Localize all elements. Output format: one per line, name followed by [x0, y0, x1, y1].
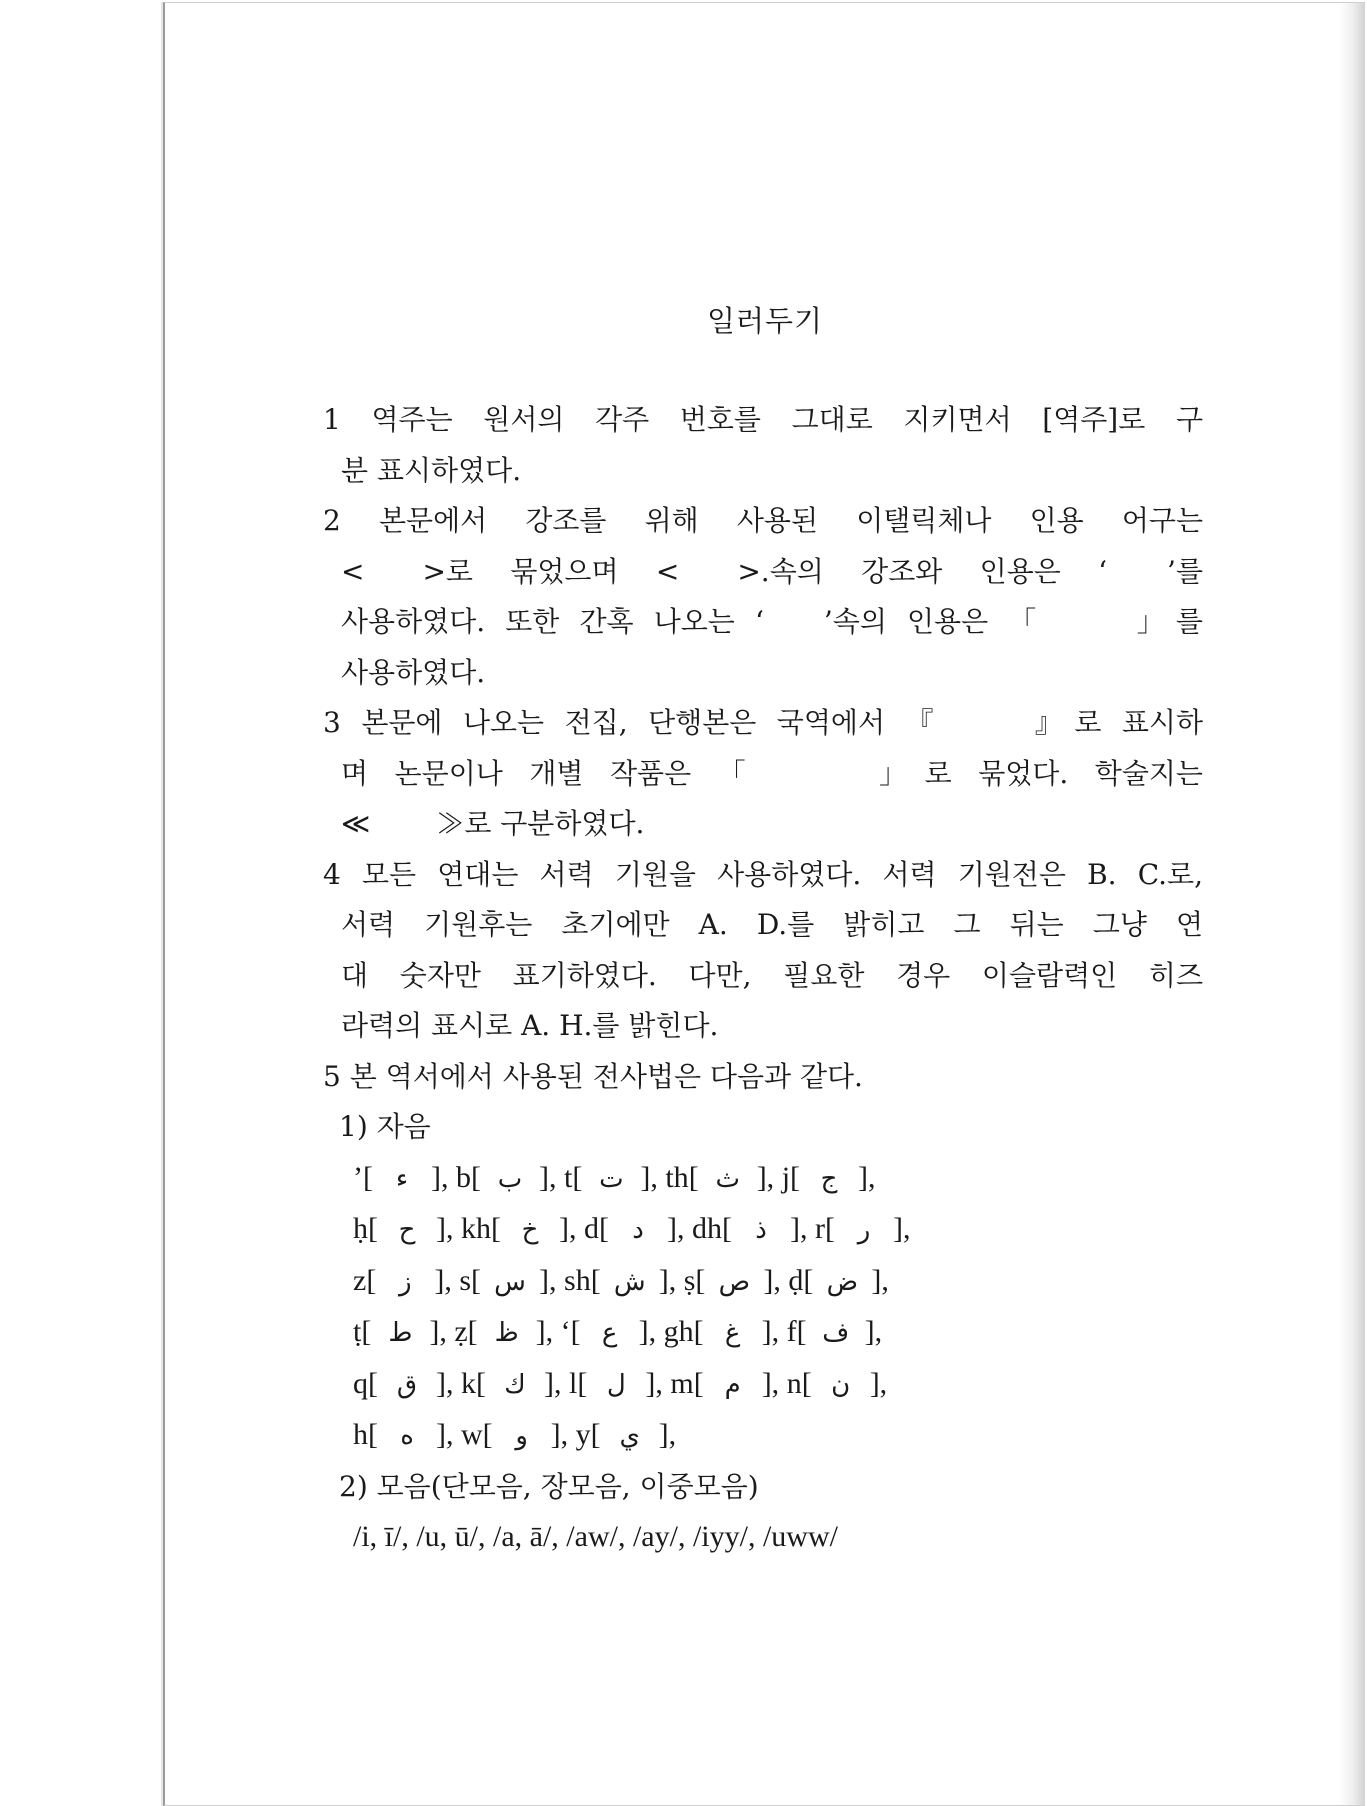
consonants-heading: 1) 자음 — [339, 1110, 431, 1143]
consonant-pair: sh[ ش ], — [564, 1264, 684, 1297]
arabic-letter: ح — [398, 1215, 416, 1245]
arabic-letter: ت — [599, 1163, 624, 1194]
consonant-pair: ḍ[ ض ], — [788, 1264, 889, 1297]
latin-letter: ḍ — [788, 1263, 804, 1297]
latin-letter: ’ — [353, 1160, 363, 1194]
latin-letter: ṣ — [683, 1263, 696, 1297]
consonant-pair: b[ ب ], — [456, 1161, 564, 1194]
consonant-pair: dh[ ذ ], — [692, 1212, 815, 1245]
arabic-letter: س — [494, 1266, 526, 1297]
arabic-letter: ل — [606, 1369, 626, 1400]
arabic-letter: ش — [613, 1266, 646, 1297]
consonant-pair: ṭ[ ط ], — [353, 1315, 454, 1348]
note-2-line-1: 2 본문에서 강조를 위해 사용된 이탤릭체나 인용 어구는 — [323, 504, 1203, 537]
note-3-line-3: ≪ ≫로 구분하였다. — [341, 807, 645, 840]
consonant-pair: z[ ز ], — [353, 1264, 459, 1297]
consonant-pair: n[ ن ], — [787, 1367, 888, 1400]
vowels-heading: 2) 모음(단모음, 장모음, 이중모음) — [339, 1469, 759, 1503]
latin-letter: t — [564, 1160, 573, 1194]
consonant-pair: ’[ ء ], — [353, 1161, 456, 1194]
consonant-pair: w[ و ], — [461, 1418, 576, 1451]
latin-letter: d — [584, 1212, 599, 1245]
notes-body — [323, 395, 1203, 1563]
arabic-letter: م — [724, 1369, 741, 1400]
consonant-pair: l[ ل ], — [569, 1367, 670, 1400]
latin-letter: n — [786, 1366, 802, 1400]
consonant-row — [353, 1307, 1203, 1359]
consonant-pair: r[ ر ], — [815, 1212, 911, 1245]
arabic-letter: و — [515, 1421, 528, 1451]
latin-letter: f — [786, 1315, 797, 1348]
latin-letter: q — [353, 1366, 368, 1400]
arabic-letter: ج — [820, 1163, 838, 1194]
latin-letter: kh — [461, 1212, 491, 1245]
arabic-letter: ط — [388, 1318, 413, 1348]
arabic-letter: ث — [715, 1163, 740, 1194]
arabic-letter: ذ — [755, 1215, 767, 1245]
latin-letter: ḥ — [353, 1212, 368, 1245]
consonant-pair: ‘[ ع ], — [561, 1315, 664, 1348]
consonant-table — [323, 1153, 1203, 1462]
page-edge-shadow — [1339, 3, 1365, 1805]
latin-letter: b — [456, 1160, 471, 1194]
latin-letter: h — [353, 1418, 368, 1451]
arabic-letter: ك — [504, 1369, 526, 1400]
latin-letter: r — [815, 1212, 825, 1245]
consonant-pair: ẓ[ ظ ], — [454, 1315, 560, 1348]
document-page — [163, 2, 1365, 1806]
latin-letter: y — [575, 1418, 591, 1451]
arabic-letter: ع — [601, 1318, 618, 1348]
latin-letter: sh — [564, 1263, 591, 1297]
arabic-letter: ء — [395, 1163, 409, 1194]
consonant-pair: k[ ك ], — [461, 1367, 569, 1400]
arabic-letter: ض — [826, 1266, 859, 1297]
consonant-row — [353, 1153, 1203, 1205]
latin-letter: m — [670, 1366, 694, 1400]
note-4-line-2: 서력 기원후는 초기에만 A. D.를 밝히고 그 뒤는 그냥 연 — [341, 908, 1203, 941]
consonant-pair: h[ ه ], — [353, 1418, 461, 1451]
note-1-line-1: 1 역주는 원서의 각주 번호를 그대로 지키면서 [역주]로 구 — [323, 403, 1203, 436]
latin-letter: j — [781, 1160, 791, 1194]
note-1 — [323, 395, 1203, 496]
arabic-letter: ي — [619, 1421, 640, 1451]
consonant-pair: j[ ج ], — [782, 1161, 876, 1194]
arabic-letter: د — [632, 1215, 644, 1245]
latin-letter: z — [353, 1263, 367, 1297]
page-title: 일러두기 — [706, 304, 824, 338]
latin-letter: w — [461, 1418, 483, 1451]
arabic-letter: ر — [857, 1215, 871, 1245]
latin-letter: s — [459, 1263, 472, 1297]
arabic-letter: ص — [718, 1266, 751, 1297]
consonant-pair: d[ د ], — [584, 1212, 692, 1245]
consonant-pair: y[ ي ], — [576, 1418, 677, 1451]
consonant-pair: gh[ غ ], — [664, 1315, 787, 1348]
arabic-letter: ه — [400, 1421, 414, 1451]
arabic-letter: ز — [399, 1266, 412, 1297]
consonant-pair: kh[ خ ], — [461, 1212, 584, 1245]
latin-letter: k — [461, 1366, 476, 1400]
latin-letter: gh — [663, 1315, 694, 1348]
note-3-line-1: 3 본문에 나오는 전집, 단행본은 국역에서 『 』로 표시하 — [323, 706, 1204, 739]
arabic-letter: ب — [497, 1163, 523, 1194]
consonant-pair: m[ م ], — [670, 1367, 786, 1400]
note-2-line-2: < >로 묶었으며 < >.속의 강조와 인용은 ‘ ’를 — [341, 554, 1203, 588]
note-4 — [323, 850, 1203, 1052]
note-5-line-1: 5 본 역서에서 사용된 전사법은 다음과 같다. — [323, 1059, 863, 1093]
latin-letter: ṭ — [353, 1315, 362, 1348]
consonant-row — [353, 1410, 1203, 1462]
latin-letter: th — [665, 1160, 689, 1194]
arabic-letter: ظ — [494, 1318, 519, 1348]
note-3 — [323, 698, 1203, 850]
consonant-pair: t[ ت ], — [564, 1161, 665, 1194]
consonant-pair: ṣ[ ص ], — [684, 1264, 789, 1297]
consonant-pair: f[ ف ], — [787, 1315, 883, 1348]
consonant-row — [353, 1256, 1203, 1308]
note-4-line-1: 4 모든 연대는 서력 기원을 사용하였다. 서력 기원전은 B. C.로, — [323, 857, 1203, 891]
latin-letter: l — [569, 1366, 578, 1400]
arabic-letter: غ — [724, 1318, 741, 1348]
latin-letter: ẓ — [454, 1315, 468, 1348]
note-5 — [323, 1052, 1203, 1103]
note-3-line-2: 며 논문이나 개별 작품은 「 」로 묶었다. 학술지는 — [341, 756, 1203, 790]
consonant-row — [353, 1359, 1203, 1411]
arabic-letter: ق — [396, 1369, 418, 1400]
arabic-letter: خ — [521, 1215, 539, 1245]
consonant-row — [353, 1204, 1203, 1256]
consonant-pair: th[ ث ], — [665, 1161, 781, 1194]
latin-letter: ‘ — [560, 1315, 571, 1348]
note-2-line-3: 사용하였다. 또한 간혹 나오는 ‘ ’속의 인용은 「 」를 — [341, 605, 1203, 638]
consonant-pair: s[ س ], — [459, 1264, 564, 1297]
latin-letter: dh — [692, 1212, 722, 1245]
consonant-pair: q[ ق ], — [353, 1367, 461, 1400]
note-1-line-2: 분 표시하였다. — [341, 453, 522, 487]
note-2 — [323, 496, 1203, 698]
arabic-letter: ف — [822, 1318, 850, 1348]
note-4-line-4: 라력의 표시로 A. H.를 밝힌다. — [341, 1009, 719, 1042]
consonant-pair: ḥ[ ح ], — [353, 1212, 461, 1245]
arabic-letter: ن — [831, 1369, 851, 1400]
vowel-list: /i, ī/, /u, ū/, /a, ā/, /aw/, /ay/, /iyy/, /uww/ — [353, 1520, 838, 1553]
note-4-line-3: 대 숫자만 표기하였다. 다만, 필요한 경우 이슬람력인 히즈 — [341, 958, 1203, 992]
note-2-line-4: 사용하였다. — [341, 655, 486, 689]
